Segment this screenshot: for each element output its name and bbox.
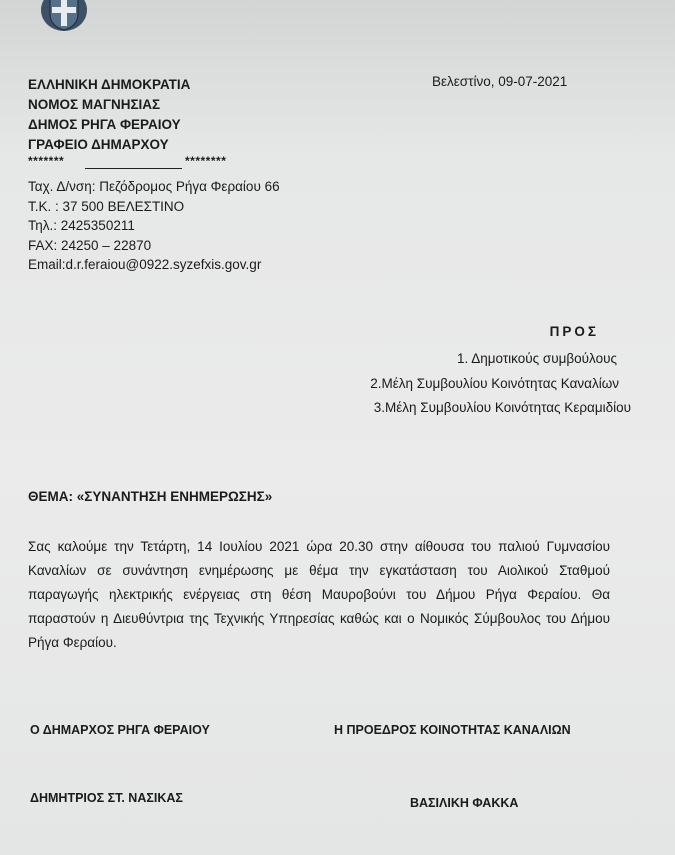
contact-address: Ταχ. Δ/νση: Πεζόδρομος Ρήγα Φεραίου 66 [28, 179, 280, 194]
contact-fax: FAX: 24250 – 22870 [28, 237, 152, 253]
contact-phone: Τηλ.: 2425350211 [28, 218, 135, 233]
contact-email: Email:d.r.feraiou@0922.syzefxis.gov.gr [28, 257, 262, 272]
letter-subject: ΘΕΜΑ: «ΣΥΝΑΝΤΗΣΗ ΕΝΗΜΕΡΩΣΗΣ» [28, 489, 273, 504]
separator-line [85, 168, 182, 169]
header-line-prefecture: ΝΟΜΟΣ ΜΑΓΝΗΣΙΑΣ [28, 97, 161, 112]
contact-postcode: Τ.Κ. : 37 500 ΒΕΛΕΣΤΙΝΟ [28, 198, 185, 214]
greek-coat-of-arms-icon [40, 0, 88, 32]
recipient-item: 2.Μέλη Συμβουλίου Κοινότητας Καναλίων [370, 375, 619, 391]
letter-body: Σας καλούμε την Τετάρτη, 14 Ιουλίου 2021 ώρα 20.30 στην αίθουσα του παλιού Γυμνασίου Καναλίων σε συνάντηση ενημέρωσης με θέμα την εγκατάσταση του Αιολικού Σταθμού παραγωγής ηλεκτρικής ενέργειας στη θέση Μαυροβούνι του Δήμου Ρήγα Φεραίου. Θα παραστούν η Διευθύντρια της Τεχνικής Υπηρεσίας καθώς και ο Νομικός Σύμβουλος του Δήμου Ρήγα Φεραίου. [28, 539, 610, 650]
signatory-name-mayor: ΔΗΜΗΤΡΙΟΣ ΣΤ. ΝΑΣΙΚΑΣ [30, 791, 183, 805]
header-line-office: ΓΡΑΦΕΙΟ ΔΗΜΑΡΧΟΥ [28, 137, 169, 152]
header-line-country: ΕΛΛΗΝΙΚΗ ΔΗΜΟΚΡΑΤΙΑ [28, 77, 191, 92]
recipient-item: 1. Δημοτικούς συμβούλους [456, 351, 617, 366]
recipients-heading: ΠΡΟΣ [549, 324, 599, 339]
issuing-authority [28, 75, 190, 155]
separator-stars-right: ******** [185, 154, 227, 168]
recipient-item: 3.Μέλη Συμβουλίου Κοινότητας Κεραμιδίου [373, 400, 631, 415]
signatory-name-president: ΒΑΣΙΛΙΚΗ ΦΑΚΚΑ [410, 796, 519, 810]
place-and-date: Βελεστίνο, 09-07-2021 [432, 74, 568, 89]
signatory-title-president: Η ΠΡΟΕΔΡΟΣ ΚΟΙΝΟΤΗΤΑΣ ΚΑΝΑΛΙΩΝ [334, 723, 571, 737]
contact-details [28, 177, 280, 275]
header-line-municipality: ΔΗΜΟΣ ΡΗΓΑ ΦΕΡΑΙΟΥ [28, 117, 181, 132]
separator-stars-left: ******* [28, 154, 65, 168]
signatory-title-mayor: Ο ΔΗΜΑΡΧΟΣ ΡΗΓΑ ΦΕΡΑΙΟΥ [30, 723, 210, 737]
recipients-list [370, 347, 631, 421]
